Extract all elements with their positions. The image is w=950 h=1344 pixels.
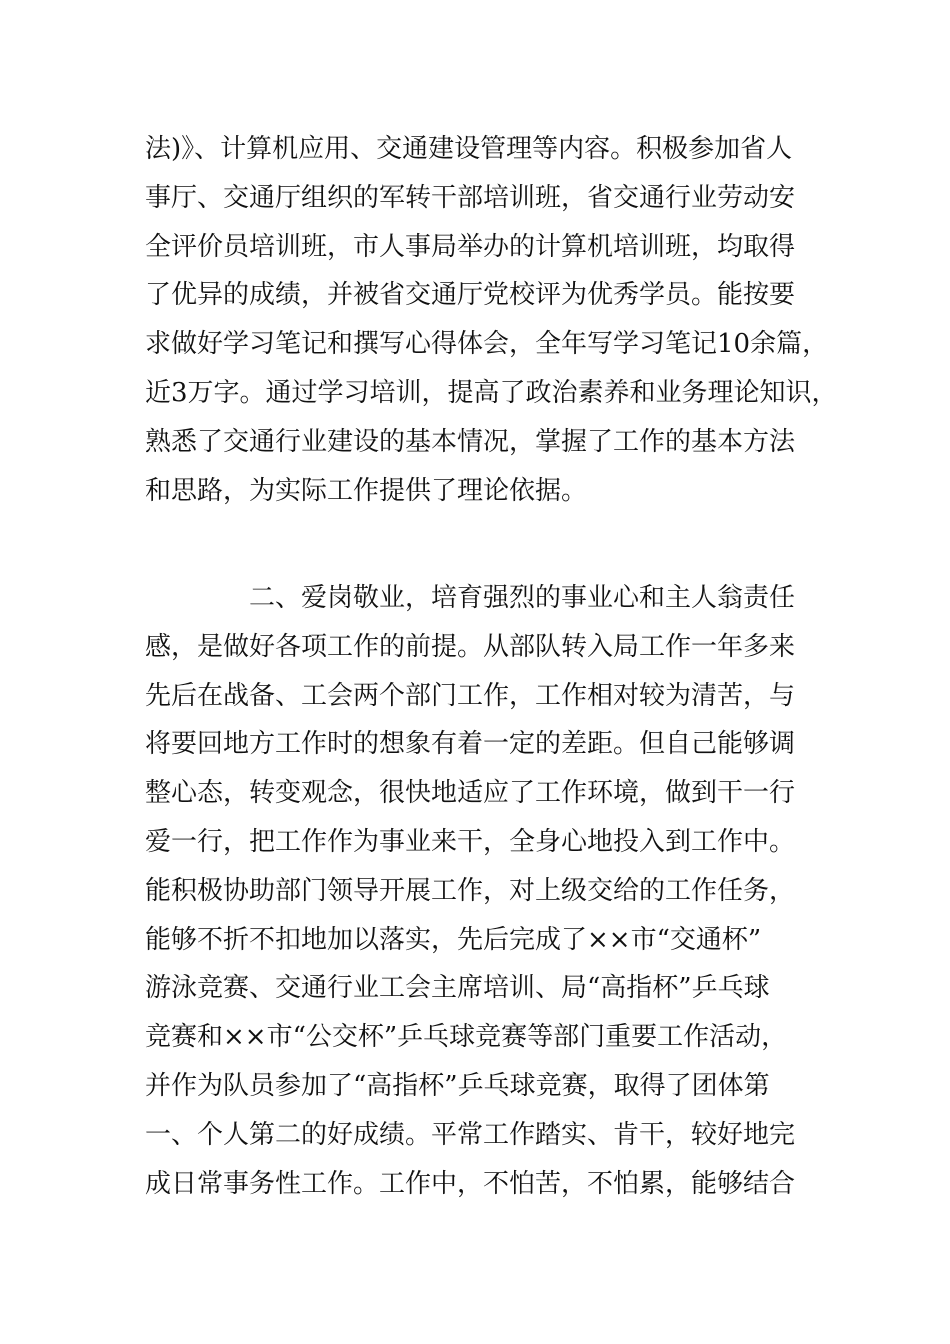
text-line: 近3万字。通过学习培训，提高了政治素养和业务理论知识，	[145, 377, 838, 408]
text-line: 竞赛和××市“公交杯”乒乓球竞赛等部门重要工作活动，	[145, 1022, 788, 1053]
text-line: 成日常事务性工作。工作中，不怕苦，不怕累，能够结合	[145, 1168, 796, 1199]
text-line: 全评价员培训班，市人事局举办的计算机培训班，均取得	[145, 231, 796, 262]
text-line: 并作为队员参加了“高指杯”乒乓球竞赛，取得了团体第	[145, 1070, 770, 1101]
text-line: 求做好学习笔记和撰写心得体会，全年写学习笔记10余篇，	[145, 329, 829, 360]
text-line: 能够不折不扣地加以落实，先后完成了××市“交通杯”	[145, 924, 762, 955]
text-line: 将要回地方工作时的想象有着一定的差距。但自己能够调	[145, 729, 796, 760]
text-line: 了优异的成绩，并被省交通厅党校评为优秀学员。能按要	[145, 280, 796, 311]
section-heading-line: 二、爱岗敬业，培育强烈的事业心和主人翁责任	[249, 583, 796, 613]
paragraph-dedication	[145, 574, 825, 1208]
paragraph-training	[145, 125, 838, 515]
text-line: 先后在战备、工会两个部门工作，工作相对较为清苦，与	[145, 680, 796, 711]
text-line: 能积极协助部门领导开展工作，对上级交给的工作任务，	[145, 875, 796, 906]
text-line: 熟悉了交通行业建设的基本情况，掌握了工作的基本方法	[145, 426, 796, 457]
text-line: 法)》、计算机应用、交通建设管理等内容。积极参加省人	[145, 134, 793, 164]
text-line: 整心态，转变观念，很快地适应了工作环境，做到干一行	[145, 778, 796, 809]
text-line: 感，是做好各项工作的前提。从部队转入局工作一年多来	[145, 631, 796, 662]
text-line: 和思路，为实际工作提供了理论依据。	[145, 475, 588, 506]
text-line: 事厅、交通厅组织的军转干部培训班，省交通行业劳动安	[145, 182, 796, 213]
text-line: 爱一行，把工作作为事业来干，全身心地投入到工作中。	[145, 826, 796, 857]
text-line: 游泳竞赛、交通行业工会主席培训、局“高指杯”乒乓球	[145, 973, 770, 1004]
text-line: 一、个人第二的好成绩。平常工作踏实、肯干，较好地完	[145, 1119, 796, 1150]
